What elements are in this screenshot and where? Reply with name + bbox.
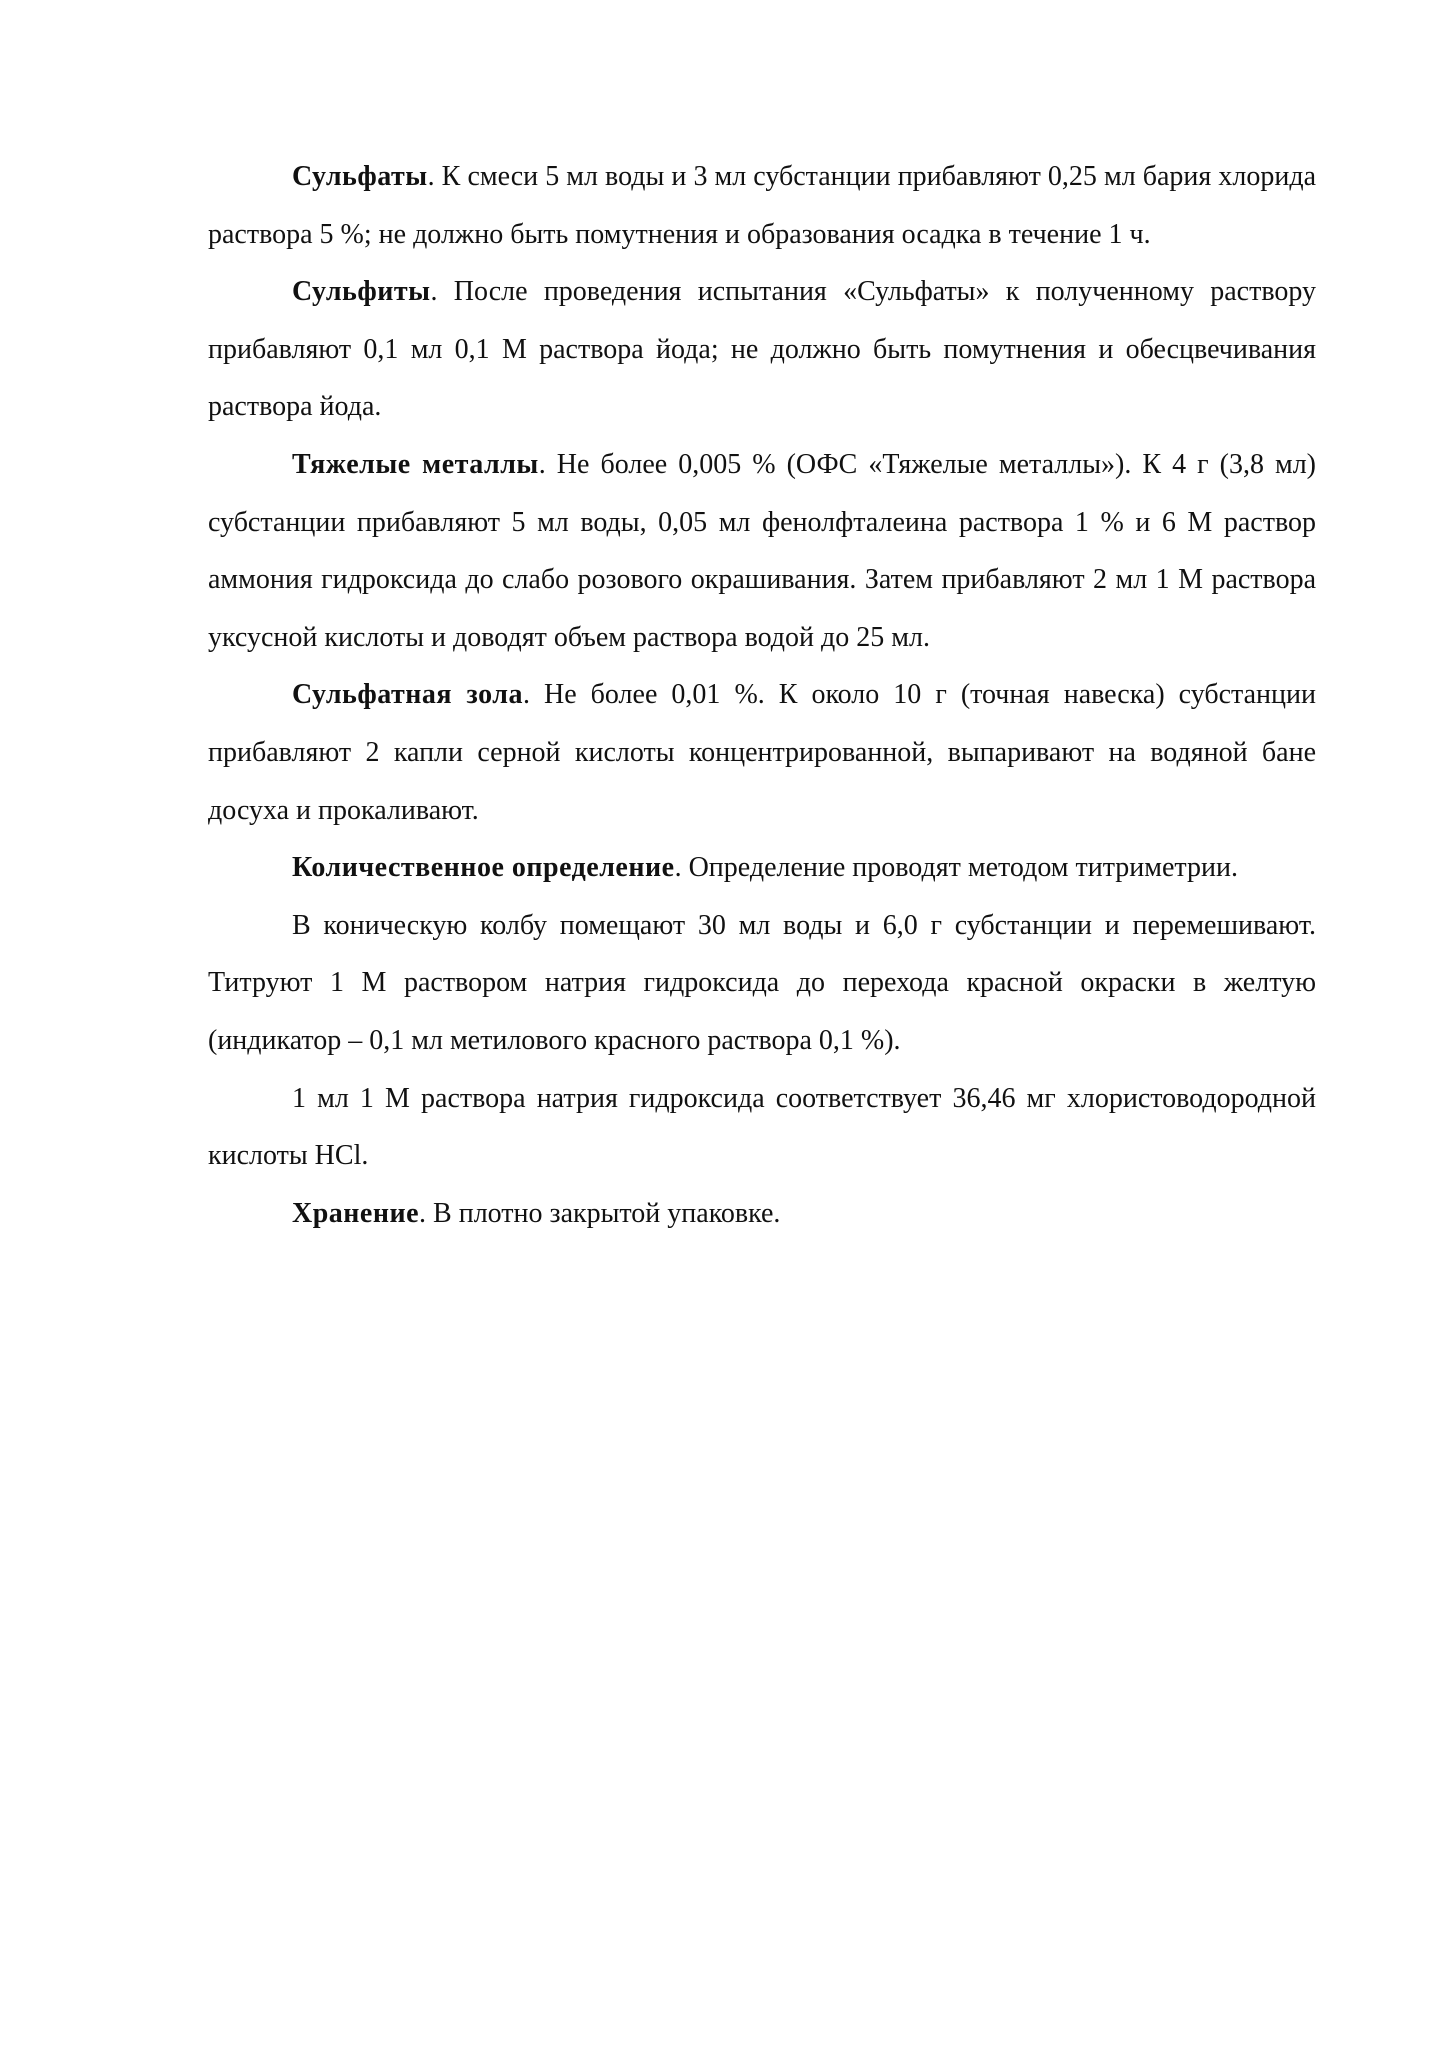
paragraph-heavy-metals (208, 436, 1316, 666)
section-heading-storage: Хранение (292, 1197, 420, 1229)
paragraph-assay (208, 839, 1316, 897)
paragraph-text-sulfites: . После проведения испытания «Сульфаты» к полученному раствору прибавляют 0,1 мл 0,1 М раствора йода; не должно быть помутнения и обесцвечивания раствора йода. (208, 276, 1316, 423)
paragraph-text-assay-equivalence: 1 мл 1 М раствора натрия гидроксида соответствует 36,46 мг хлористоводородной кислоты HCl. (208, 1082, 1316, 1172)
document-page (208, 148, 1316, 1242)
paragraph-assay-equivalence (208, 1070, 1316, 1185)
paragraph-text-storage: . В плотно закрытой упаковке. (419, 1197, 781, 1229)
paragraph-text-sulfates: . К смеси 5 мл воды и 3 мл субстанции прибавляют 0,25 мл бария хлорида раствора 5 %; не должно быть помутнения и образования осадка в течение 1 ч. (208, 161, 1316, 250)
paragraph-assay-procedure (208, 897, 1316, 1070)
paragraph-sulfated-ash (208, 666, 1316, 839)
section-heading-sulfates: Сульфаты (292, 161, 428, 192)
section-heading-assay: Количественное определение (292, 852, 675, 884)
section-heading-sulfites: Сульфиты (292, 276, 431, 308)
paragraph-sulfates (208, 148, 1316, 263)
paragraph-text-heavy-metals: . Не более 0,005 % (ОФС «Тяжелые металлы»). К 4 г (3,8 мл) субстанции прибавляют 5 мл воды, 0,05 мл фенолфталеина раствора 1 % и 6 М раствор аммония гидроксида до слабо розового окрашивания. Затем прибавляют 2 мл 1 М раствора уксусной кислоты и доводят объем раствора водой до 25 мл. (208, 448, 1317, 653)
paragraph-text-assay-procedure: В коническую колбу помещают 30 мл воды и 6,0 г субстанции и перемешивают. Титруют 1 М раствором натрия гидроксида до перехода красной окраски в желтую (индикатор – 0,1 мл метилового красного раствора 0,1 %). (208, 909, 1316, 1056)
section-heading-heavy-metals: Тяжелые металлы (292, 448, 539, 480)
section-heading-sulfated-ash: Сульфатная зола (292, 679, 523, 711)
paragraph-sulfites (208, 263, 1316, 436)
paragraph-text-assay: . Определение проводят методом титриметрии. (674, 852, 1238, 884)
paragraph-text-sulfated-ash: . Не более 0,01 %. К около 10 г (точная навеска) субстанции прибавляют 2 капли серной кислоты концентрированной, выпаривают на водяной бане досуха и прокаливают. (208, 679, 1316, 826)
paragraph-storage (208, 1185, 1316, 1243)
